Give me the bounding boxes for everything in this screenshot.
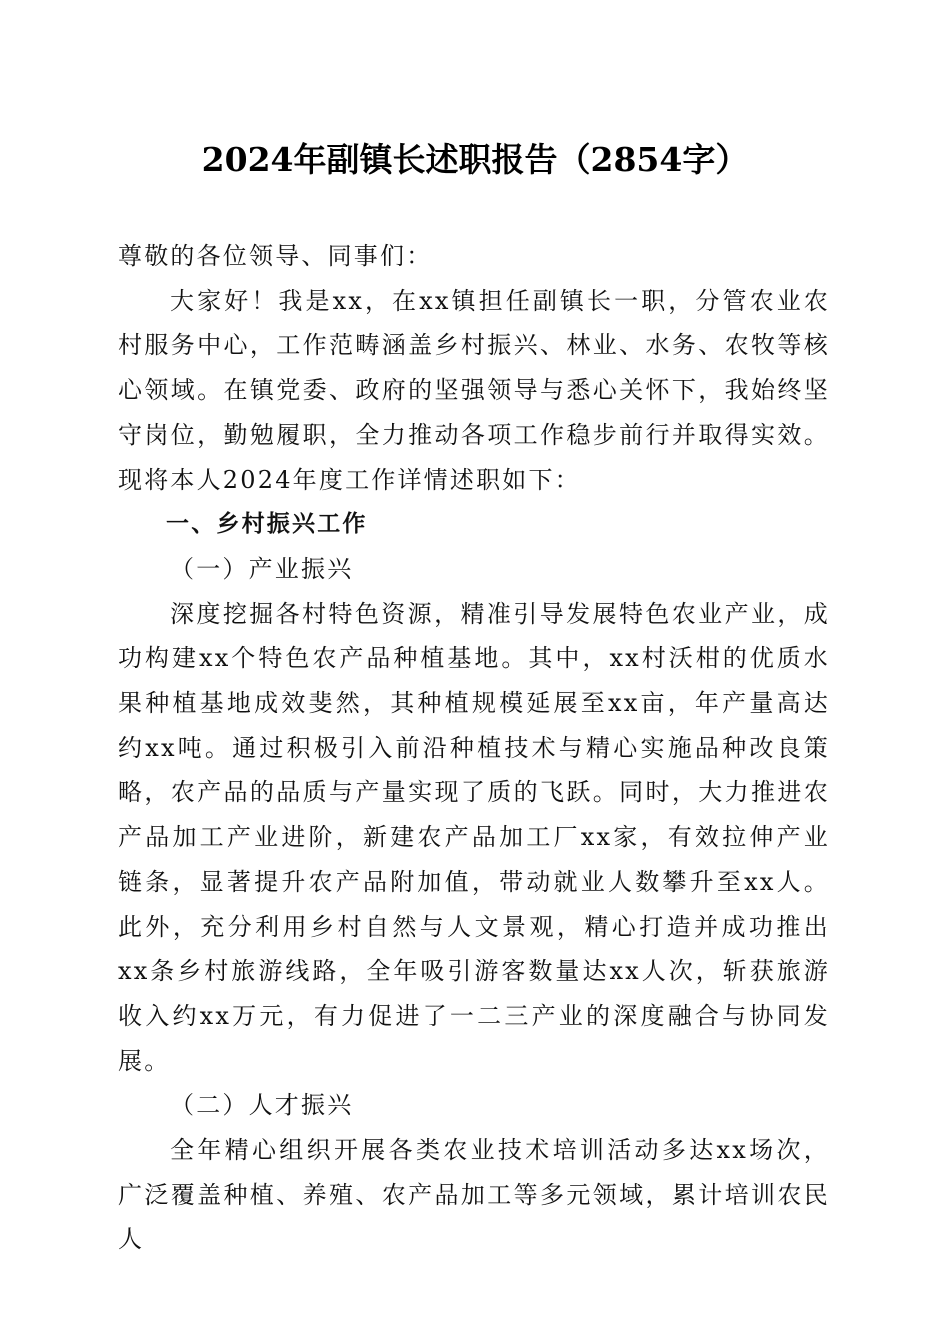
- talent-paragraph: 全年精心组织开展各类农业技术培训活动多达xx场次，广泛覆盖种植、养殖、农产品加工等多元领域，累计培训农民人: [118, 1136, 830, 1254]
- document-body: [118, 234, 830, 1262]
- document-title: 2024年副镇长述职报告（2854字）: [201, 140, 749, 179]
- intro-paragraph: 大家好！我是xx，在xx镇担任副镇长一职，分管农业农村服务中心，工作范畴涵盖乡村振兴、林业、水务、农牧等核心领域。在镇党委、政府的坚强领导与悉心关怀下，我始终坚守岗位，勤勉履职，全力推动各项工作稳步前行并取得实效。现将本人2024年度工作详情述职如下：: [118, 286, 830, 494]
- salutation: 尊敬的各位领导、同事们：: [118, 242, 433, 270]
- section-heading-rural-revitalization: 一、乡村振兴工作: [166, 511, 368, 538]
- industry-paragraph: 深度挖掘各村特色资源，精准引导发展特色农业产业，成功构建xx个特色农产品种植基地。其中，xx村沃柑的优质水果种植基地成效斐然，其种植规模延展至xx亩，年产量高达约xx吨。通过积极引入前沿种植技术与精心实施品种改良策略，农产品的品质与产量实现了质的飞跃。同时，大力推进农产品加工产业进阶，新建农产品加工厂xx家，有效拉伸产业链条，显著提升农产品附加值，带动就业人数攀升至xx人。此外，充分利用乡村自然与人文景观，精心打造并成功推出xx条乡村旅游线路，全年吸引游客数量达xx人次，斩获旅游收入约xx万元，有力促进了一二三产业的深度融合与协同发展。: [118, 599, 830, 1075]
- subsection-heading-industry: （一）产业振兴: [170, 554, 354, 583]
- subsection-heading-talent: （二）人才振兴: [170, 1091, 354, 1120]
